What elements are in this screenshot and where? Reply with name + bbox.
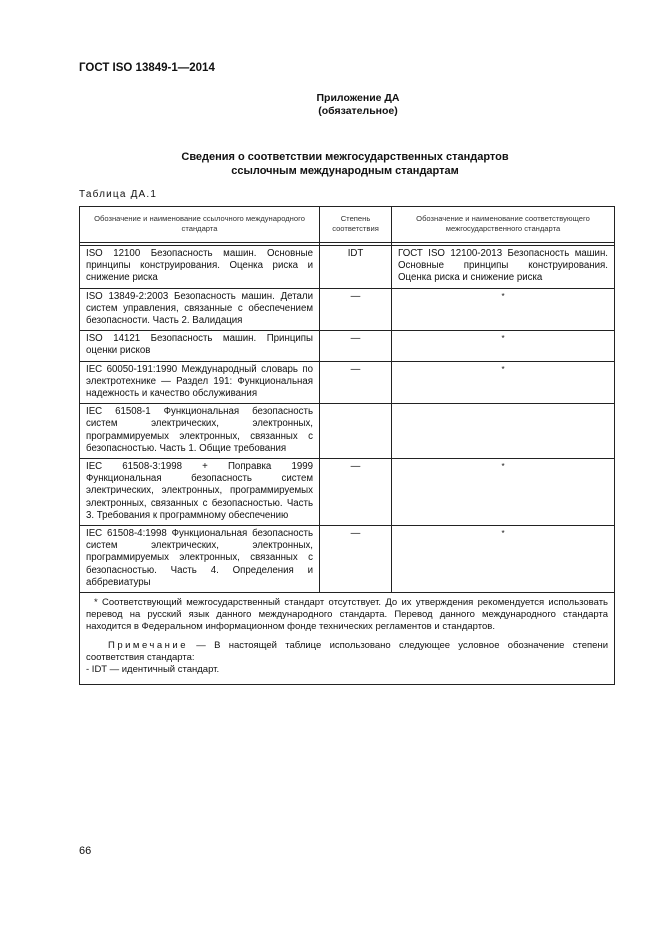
degree-cell: — [320, 361, 392, 404]
table-row [80, 404, 615, 459]
table-row [80, 459, 615, 526]
intl-standard-cell: IEC 61508-4:1998 Функциональная безопасность систем электрических, электронных, программируемых электронных, связанных с безопасностью. Часть 4. Определения и аббревиатуры [80, 526, 320, 593]
interstate-standard-cell: * [392, 459, 615, 526]
table-label: Таблица ДА.1 [79, 189, 158, 200]
degree-cell: IDT [320, 246, 392, 289]
appendix-title-block [0, 92, 661, 118]
interstate-standard-cell: * [392, 361, 615, 404]
section-heading [79, 151, 611, 178]
table-row [80, 246, 615, 289]
appendix-title: Приложение ДА [316, 92, 400, 104]
note-paragraph [86, 640, 608, 664]
degree-cell: — [320, 459, 392, 526]
interstate-standard-cell: * [392, 288, 615, 331]
note-item: - IDT — идентичный стандарт. [86, 664, 220, 676]
table-row [80, 288, 615, 331]
degree-cell: — [320, 526, 392, 593]
table-row [80, 526, 615, 593]
degree-cell [320, 404, 392, 459]
standard-id: ГОСТ ISO 13849-1—2014 [79, 62, 215, 74]
header-interstate-standard: Обозначение и наименование соответствующего межгосударственного стандарта [392, 207, 615, 243]
note-label: Примечание [108, 639, 188, 651]
footnote-text: * Соответствующий межгосударственный стандарт отсутствует. До их утверждения рекомендуется использовать перевод на русский язык данного международного стандарта. Перевод данного международного стандарта находится в Федеральном информационном фонде технических регламентов и стандартов. [86, 597, 608, 633]
table-footer-row [80, 593, 615, 685]
intl-standard-cell: IEC 60050-191:1990 Международный словарь по электротехнике — Раздел 191: Функциональная надежность и качество обслуживания [80, 361, 320, 404]
table-row [80, 331, 615, 361]
page-number: 66 [79, 845, 92, 857]
table-header-row [80, 207, 615, 243]
interstate-standard-cell: * [392, 526, 615, 593]
degree-cell: — [320, 288, 392, 331]
table-row [80, 361, 615, 404]
interstate-standard-cell: ГОСТ ISO 12100-2013 Безопасность машин. Основные принципы конструирования. Оценка риска и снижение риска [392, 246, 615, 289]
appendix-status: (обязательное) [318, 105, 398, 117]
header-intl-standard: Обозначение и наименование ссылочного международного стандарта [80, 207, 320, 243]
interstate-standard-cell: * [392, 331, 615, 361]
heading-line-2: ссылочным международным стандартам [231, 164, 459, 177]
header-degree: Степень соответствия [320, 207, 392, 243]
intl-standard-cell: IEC 61508-1 Функциональная безопасность систем электрических, электронных, программируемых электронных, связанных с безопасностью. Часть 1. Общие требования [80, 404, 320, 459]
table-footnote-cell [80, 593, 615, 685]
intl-standard-cell: IEC 61508-3:1998 + Поправка 1999 Функциональная безопасность систем электрических, электронных, программируемых электронных, связанных с безопасностью. Часть 3. Требования к программному обеспечению [80, 459, 320, 526]
note-text: — В настоящей таблице использовано следующее условное обозначение степени соответствия стандарта: [86, 639, 608, 663]
interstate-standard-cell [392, 404, 615, 459]
correspondence-table [79, 206, 615, 685]
intl-standard-cell: ISO 13849-2:2003 Безопасность машин. Детали систем управления, связанные с обеспечением безопасности. Часть 2. Валидация [80, 288, 320, 331]
intl-standard-cell: ISO 12100 Безопасность машин. Основные принципы конструирования. Оценка риска и снижение риска [80, 246, 320, 289]
intl-standard-cell: ISO 14121 Безопасность машин. Принципы оценки рисков [80, 331, 320, 361]
degree-cell: — [320, 331, 392, 361]
heading-line-1: Сведения о соответствии межгосударственных стандартов [181, 151, 509, 163]
